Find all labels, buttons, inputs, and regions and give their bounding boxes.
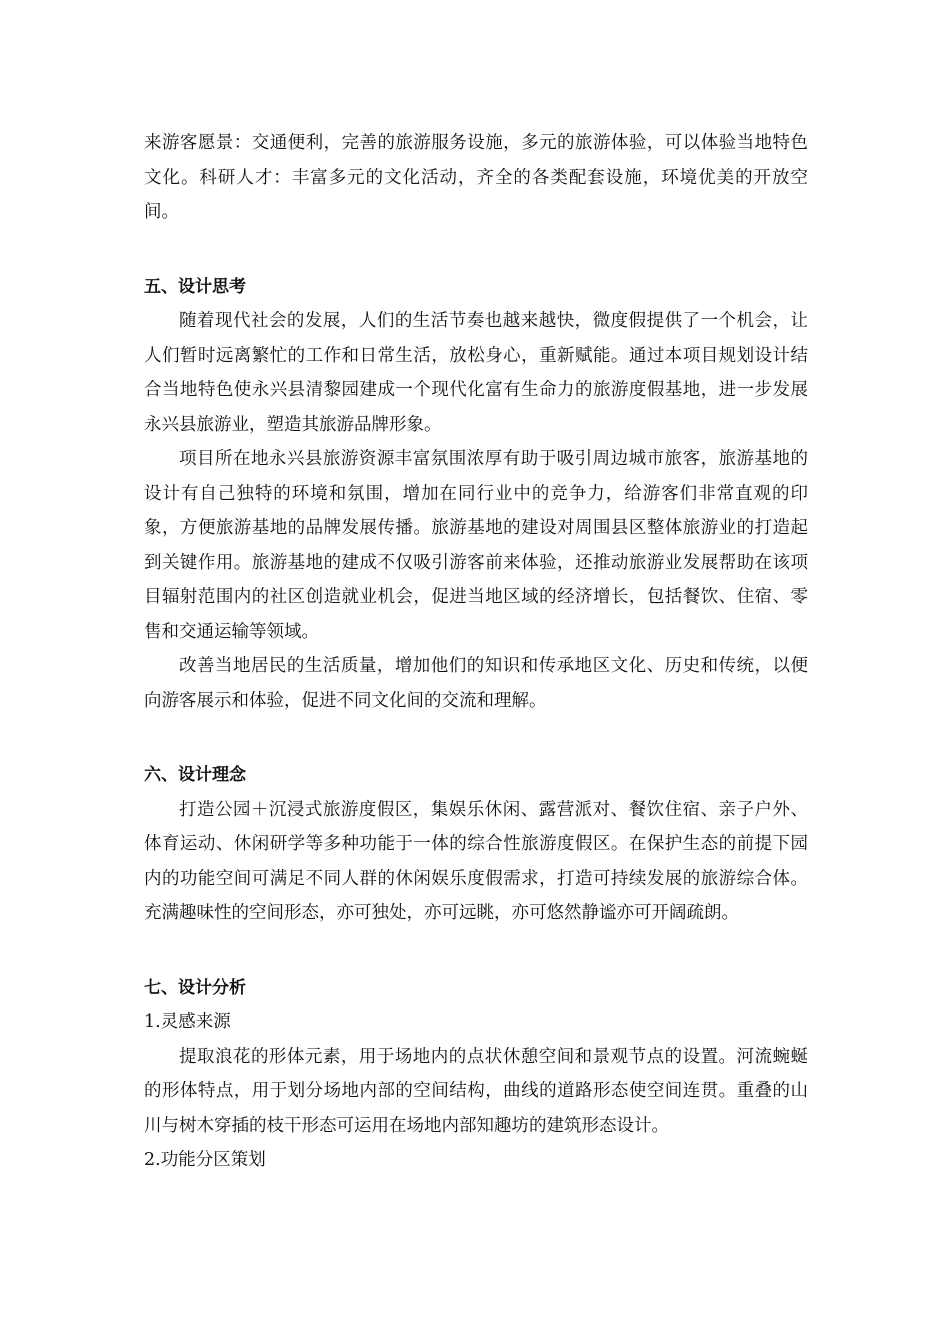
section-6-paragraph-1: 打造公园＋沉浸式旅游度假区，集娱乐休闲、露营派对、餐饮住宿、亲子户外、体育运动、休闲研学等多种功能于一体的综合性旅游度假区。在保护生态的前提下园内的功能空间可满足不同人群的休闲娱乐度假需求，打造可持续发展的旅游综合体。充满趣味性的空间形态，亦可独处，亦可远眺，亦可悠然静谧亦可开阔疏朗。 <box>144 799 808 923</box>
section-5-paragraph-3: 改善当地居民的生活质量，增加他们的知识和传承地区文化、历史和传统，以便向游客展示和体验，促进不同文化间的交流和理解。 <box>144 656 808 711</box>
subsection-1-paragraph: 提取浪花的形体元素，用于场地内的点状休憩空间和景观节点的设置。河流蜿蜒的形体特点，用于划分场地内部的空间结构，曲线的道路形态使空间连贯。重叠的山川与树木穿插的枝干形态可运用在场地内部知趣坊的建筑形态设计。 <box>144 1046 808 1136</box>
section-5-paragraph-1: 随着现代社会的发展，人们的生活节奏也越来越快，微度假提供了一个机会，让人们暂时远离繁忙的工作和日常生活，放松身心，重新赋能。通过本项目规划设计结合当地特色使永兴县清黎园建成一个现代化富有生命力的旅游度假基地，进一步发展永兴县旅游业，塑造其旅游品牌形象。 <box>144 311 808 435</box>
section-5-paragraph-2: 项目所在地永兴县旅游资源丰富氛围浓厚有助于吸引周边城市旅客，旅游基地的设计有自己独特的环境和氛围，增加在同行业中的竞争力，给游客们非常直观的印象，方便旅游基地的品牌发展传播。旅游基地的建设对周围县区整体旅游业的打造起到关键作用。旅游基地的建成不仅吸引游客前来体验，还推动旅游业发展帮助在该项目辐射范围内的社区创造就业机会，促进当地区域的经济增长，包括餐饮、住宿、零售和交通运输等领域。 <box>144 449 808 642</box>
section-7-heading: 七、设计分析 <box>144 977 246 998</box>
subsection-1-title: 1.灵感来源 <box>144 1012 231 1032</box>
section-6-heading: 六、设计理念 <box>144 765 246 785</box>
subsection-2-title: 2.功能分区策划 <box>144 1150 266 1170</box>
document-page <box>144 126 808 1178</box>
section-5-heading: 五、设计思考 <box>144 276 246 297</box>
intro-paragraph: 来游客愿景：交通便利，完善的旅游服务设施，多元的旅游体验，可以体验当地特色文化。科研人才：丰富多元的文化活动，齐全的各类配套设施，环境优美的开放空间。 <box>144 133 808 222</box>
